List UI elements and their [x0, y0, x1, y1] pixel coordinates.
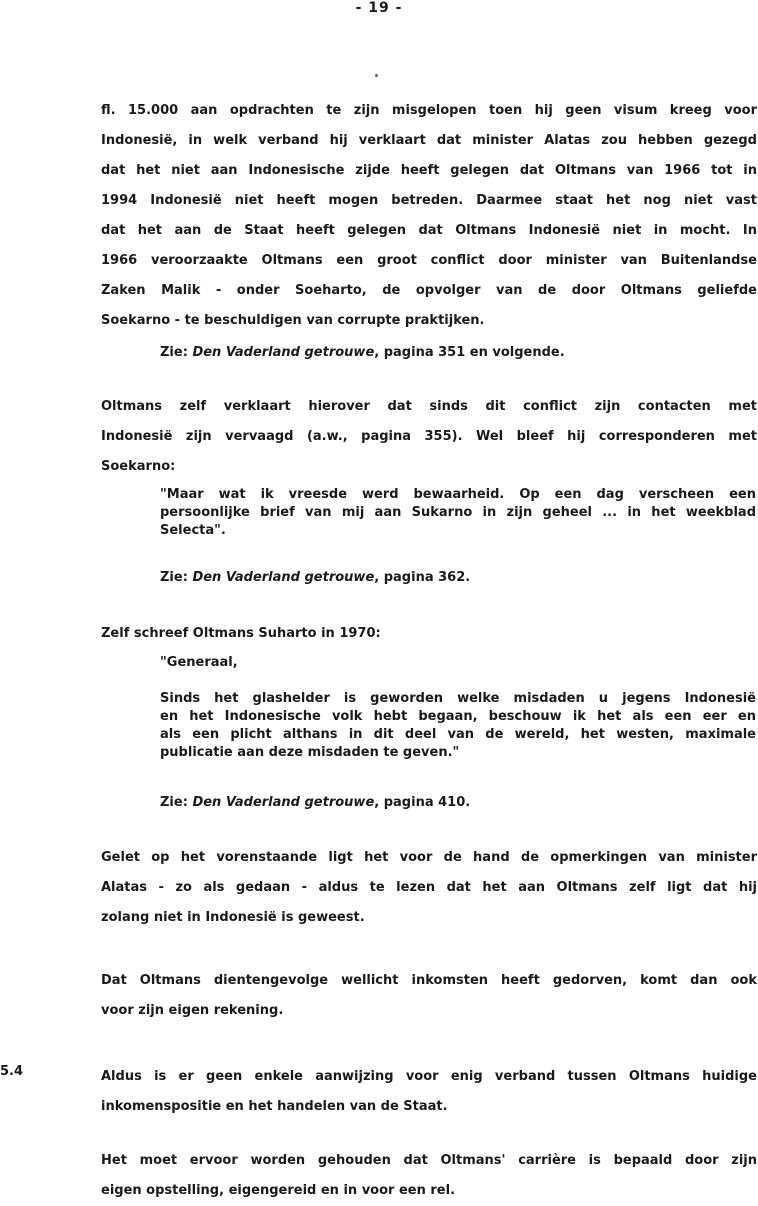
quote-line: Sinds het glashelder is geworden welke misdaden u jegens Indonesië — [160, 691, 756, 706]
text-line: 1966 veroorzaakte Oltmans een groot conflict door minister van Buitenlandse — [101, 253, 757, 268]
section-number: 5.4 — [0, 1064, 24, 1079]
citation-title: Den Vaderland getrouwe — [192, 345, 375, 360]
citation-prefix: Zie: — [160, 570, 193, 585]
text-line: 1994 Indonesië niet heeft mogen betreden. Daarmee staat het nog niet vast — [101, 193, 757, 208]
text-line: voor zijn eigen rekening. — [101, 1003, 284, 1018]
text-line: Zelf schreef Oltmans Suharto in 1970: — [101, 626, 381, 641]
citation-suffix: , pagina 410. — [374, 795, 471, 810]
quote-1 — [160, 486, 756, 540]
text-line: Alatas - zo als gedaan - aldus te lezen dat het aan Oltmans zelf ligt dat hij — [101, 880, 757, 895]
paragraph-5 — [101, 966, 757, 1026]
quote-line: Selecta". — [160, 523, 226, 538]
text-line: inkomenspositie en het handelen van de Staat. — [101, 1099, 448, 1114]
paragraph-1 — [101, 96, 757, 336]
paragraph-2 — [101, 392, 757, 482]
text-line: dat het aan de Staat heeft gelegen dat Oltmans Indonesië niet in mocht. In — [101, 223, 757, 238]
quote-2-salutation — [160, 654, 756, 672]
text-line: Gelet op het vorenstaande ligt het voor de hand de opmerkingen van minister — [101, 850, 757, 865]
text-line: zolang niet in Indonesië is geweest. — [101, 910, 365, 925]
citation-title: Den Vaderland getrouwe — [192, 570, 375, 585]
quote-line: publicatie aan deze misdaden te geven." — [160, 745, 460, 760]
text-line: fl. 15.000 aan opdrachten te zijn misgelopen toen hij geen visum kreeg voor — [101, 103, 757, 118]
text-line: Indonesië, in welk verband hij verklaart dat minister Alatas zou hebben gezegd — [101, 133, 757, 148]
text-line: Aldus is er geen enkele aanwijzing voor enig verband tussen Oltmans huidige — [101, 1069, 757, 1084]
citation-2 — [160, 570, 758, 585]
quote-line: en het Indonesische volk hebt begaan, beschouw ik het als een eer en — [160, 709, 756, 724]
quote-line: persoonlijke brief van mij aan Sukarno in zijn geheel ... in het weekblad — [160, 505, 756, 520]
text-line: Het moet ervoor worden gehouden dat Oltmans' carrière is bepaald door zijn — [101, 1153, 757, 1168]
quote-line: "Generaal, — [160, 655, 238, 670]
citation-1 — [160, 345, 758, 360]
text-line: eigen opstelling, eigengereid en in voor een rel. — [101, 1183, 456, 1198]
paragraph-4 — [101, 843, 757, 933]
citation-prefix: Zie: — [160, 795, 193, 810]
scan-speck — [375, 74, 378, 77]
quote-line: "Maar wat ik vreesde werd bewaarheid. Op een dag verscheen een — [160, 487, 756, 502]
quote-2 — [160, 690, 756, 762]
text-line: Soekarno - te beschuldigen van corrupte praktijken. — [101, 313, 485, 328]
text-line: Soekarno: — [101, 459, 176, 474]
citation-3 — [160, 795, 758, 810]
paragraph-3 — [101, 619, 757, 649]
citation-suffix: , pagina 362. — [374, 570, 471, 585]
paragraph-7 — [101, 1146, 757, 1206]
paragraph-6 — [101, 1062, 757, 1122]
page-number: - 19 - — [355, 0, 403, 16]
citation-title: Den Vaderland getrouwe — [192, 795, 375, 810]
text-line: Indonesië zijn vervaagd (a.w., pagina 355). Wel bleef hij corresponderen met — [101, 429, 757, 444]
text-line: Zaken Malik - onder Soeharto, de opvolger van de door Oltmans geliefde — [101, 283, 757, 298]
text-line: Oltmans zelf verklaart hierover dat sinds dit conflict zijn contacten met — [101, 399, 757, 414]
text-line: dat het niet aan Indonesische zijde heeft gelegen dat Oltmans van 1966 tot in — [101, 163, 757, 178]
quote-line: als een plicht althans in dit deel van de wereld, het westen, maximale — [160, 727, 756, 742]
citation-suffix: , pagina 351 en volgende. — [374, 345, 565, 360]
citation-prefix: Zie: — [160, 345, 193, 360]
text-line: Dat Oltmans dientengevolge wellicht inkomsten heeft gedorven, komt dan ook — [101, 973, 757, 988]
